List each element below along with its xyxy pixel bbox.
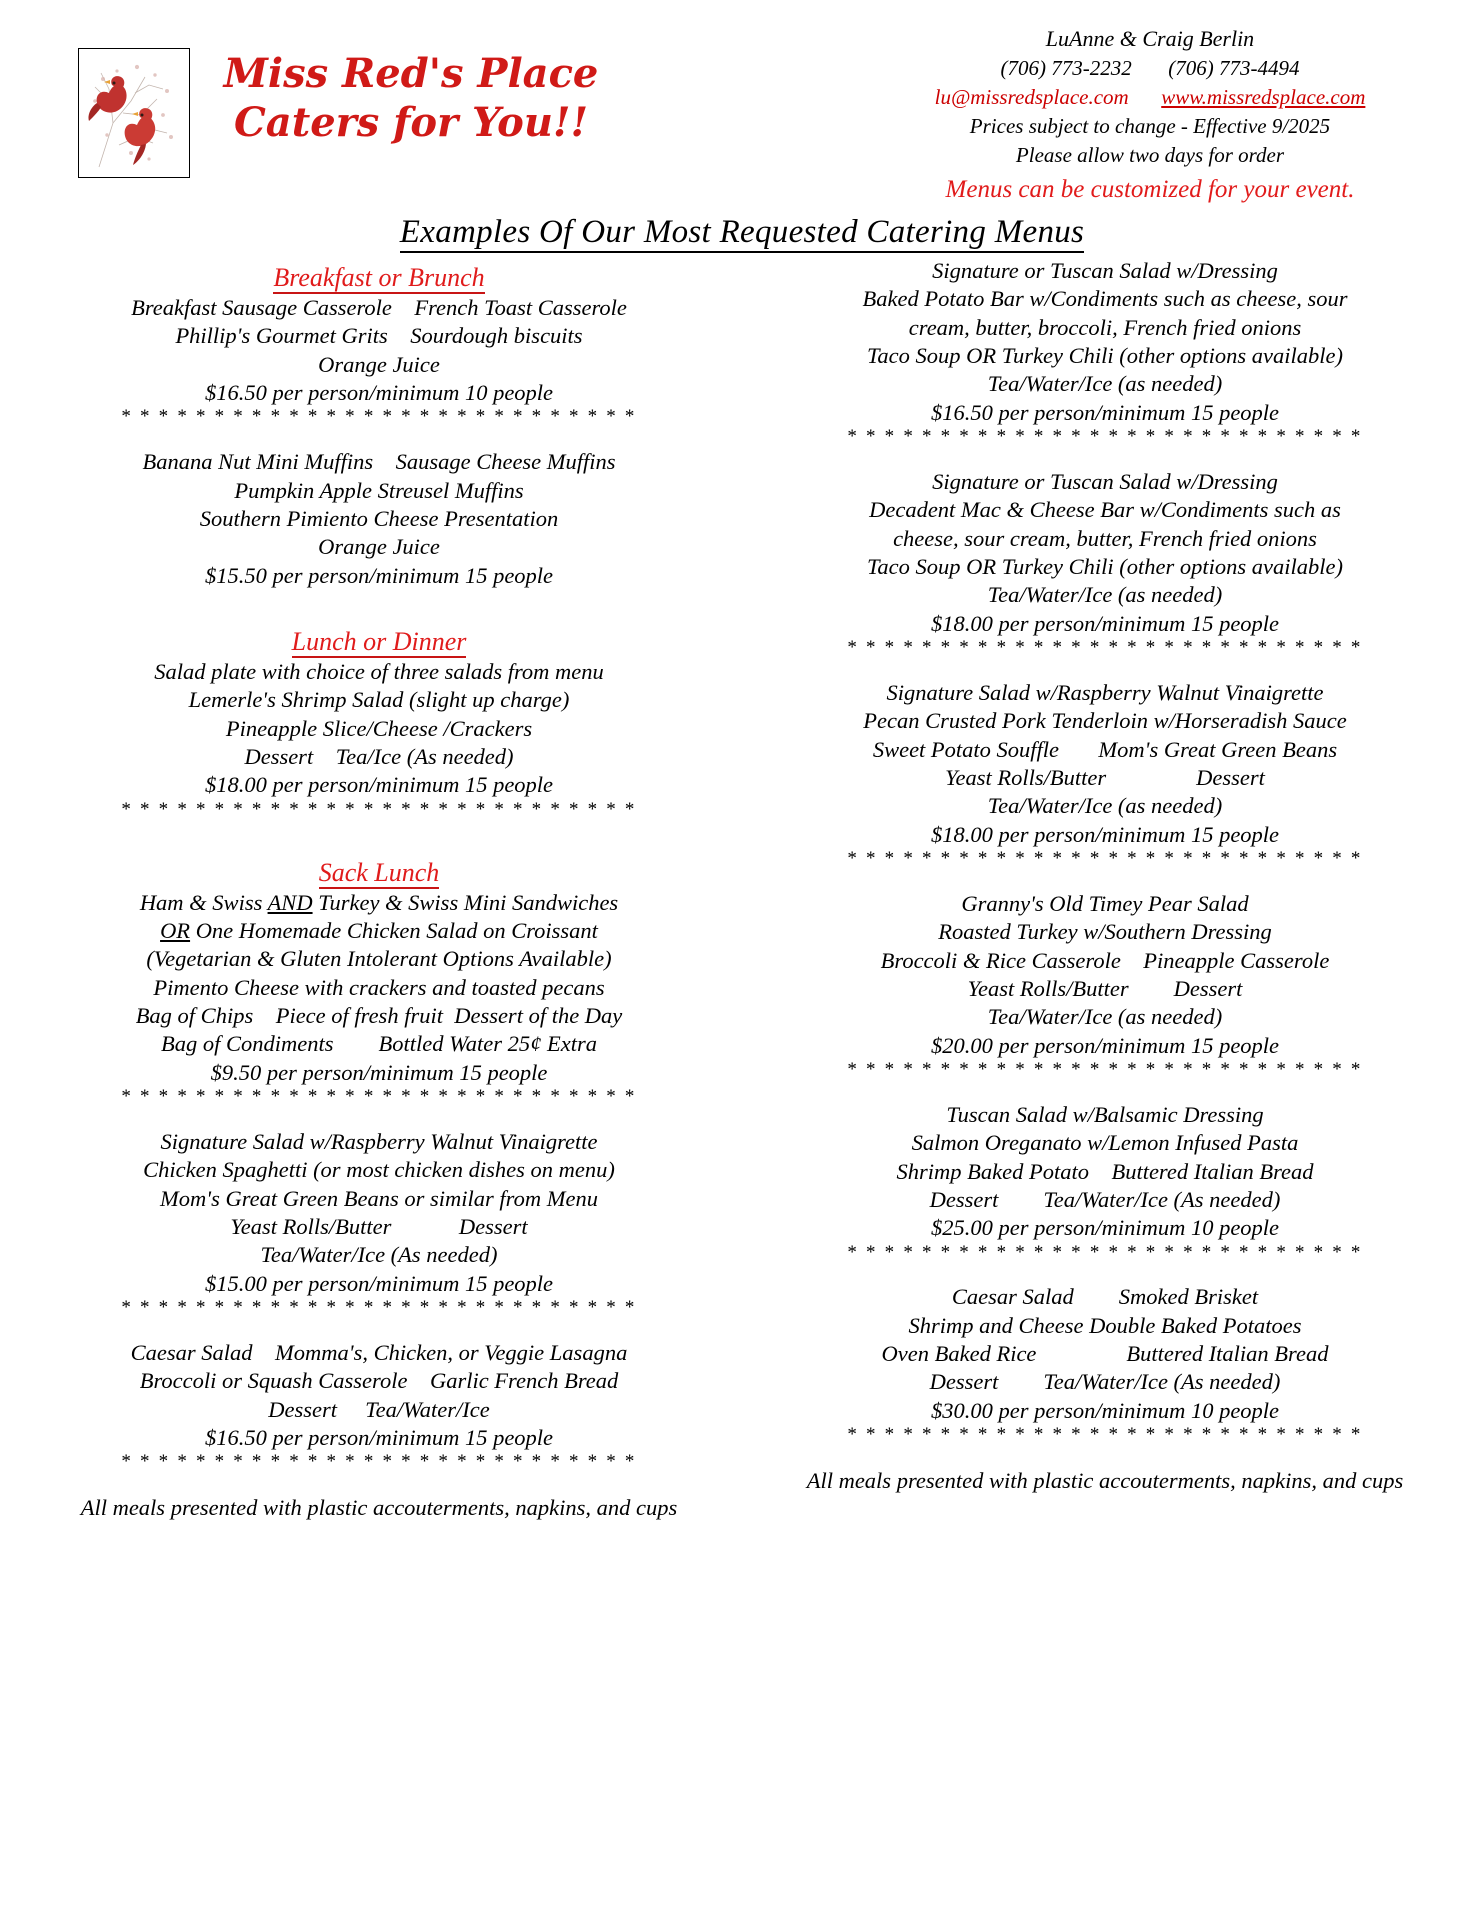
- menu-line: Decadent Mac & Cheese Bar w/Condiments such as: [869, 497, 1341, 523]
- menu-line: Ham & Swiss AND Turkey & Swiss Mini Sandwiches: [139, 889, 619, 915]
- menu-line: $30.00 per person/minimum 10 people: [930, 1397, 1280, 1423]
- section-heading: [34, 263, 724, 293]
- spacer: [34, 428, 724, 448]
- spacer: [760, 1263, 1450, 1283]
- contact-block: [860, 24, 1440, 208]
- menu-line: $18.00 per person/minimum 15 people: [930, 821, 1280, 847]
- menu-line: $16.50 per person/minimum 10 people: [204, 380, 554, 406]
- menu-block: [34, 658, 724, 821]
- email-link[interactable]: lu@missredsplace.com: [934, 85, 1129, 110]
- menu-line: Tea/Water/Ice (As needed): [260, 1242, 498, 1268]
- section-heading: [34, 627, 724, 657]
- menu-line: Yeast Rolls/Butter Dessert: [967, 975, 1243, 1001]
- phone-1[interactable]: (706) 773-2232: [1000, 56, 1132, 81]
- menu-block: [760, 679, 1450, 870]
- menu-line: Shrimp Baked Potato Buttered Italian Bread: [896, 1158, 1314, 1184]
- left-menu-column: [34, 257, 742, 1522]
- menu-block: [760, 890, 1450, 1081]
- menu-line: $15.50 per person/minimum 15 people: [204, 562, 554, 588]
- menu-line: Orange Juice: [318, 534, 440, 560]
- divider-stars: * * * * * * * * * * * * * * * * * * * * * * * * * * * *: [847, 426, 1363, 448]
- column-footer-note: All meals presented with plastic accouterments, napkins, and cups: [806, 1468, 1404, 1494]
- menu-line: Signature or Tuscan Salad w/Dressing: [932, 258, 1278, 283]
- menu-line: Mom's Great Green Beans or similar from Menu: [160, 1185, 598, 1211]
- menu-line: OR One Homemade Chicken Salad on Croissant: [160, 917, 598, 943]
- section-heading-text: Breakfast or Brunch: [273, 263, 485, 292]
- spacer: [34, 590, 724, 610]
- menu-line: cheese, sour cream, butter, French fried onions: [893, 525, 1317, 551]
- menu-line: Signature Salad w/Raspberry Walnut Vinaigrette: [886, 679, 1324, 705]
- menu-block: [760, 1283, 1450, 1446]
- spacer: [760, 870, 1450, 890]
- menu-line: $16.50 per person/minimum 15 people: [930, 399, 1280, 425]
- menu-block: [34, 1339, 724, 1473]
- menu-columns: [0, 257, 1484, 1522]
- divider-stars: * * * * * * * * * * * * * * * * * * * * * * * * * * * *: [847, 1241, 1363, 1263]
- menu-line: Signature Salad w/Raspberry Walnut Vinaigrette: [160, 1128, 598, 1154]
- menu-line: Banana Nut Mini Muffins Sausage Cheese Muffins: [142, 449, 616, 475]
- menu-block: [760, 257, 1450, 448]
- spacer: [760, 1081, 1450, 1101]
- menu-line: Dessert Tea/Water/Ice (As needed): [929, 1186, 1281, 1212]
- section-heading: [34, 858, 724, 888]
- spacer: [34, 841, 724, 852]
- menu-line: Taco Soup OR Turkey Chili (other options available): [866, 343, 1343, 369]
- menu-line: Pecan Crusted Pork Tenderloin w/Horseradish Sauce: [863, 708, 1347, 734]
- divider-stars: * * * * * * * * * * * * * * * * * * * * * * * * * * * *: [121, 406, 637, 428]
- divider-stars: * * * * * * * * * * * * * * * * * * * * * * * * * * * *: [847, 1424, 1363, 1446]
- brand-line-1: Miss Red's Place: [223, 50, 599, 97]
- page-header: [0, 0, 1484, 204]
- menu-line: Yeast Rolls/Butter Dessert: [945, 764, 1265, 790]
- divider-stars: * * * * * * * * * * * * * * * * * * * * * * * * * * * *: [847, 847, 1363, 869]
- menu-line: Salad plate with choice of three salads from menu: [154, 658, 604, 684]
- divider-stars: * * * * * * * * * * * * * * * * * * * * * * * * * * * *: [847, 637, 1363, 659]
- menu-line: Baked Potato Bar w/Condiments such as cheese, sour: [862, 286, 1348, 312]
- menu-line: Broccoli & Rice Casserole Pineapple Casserole: [880, 947, 1330, 973]
- menu-block: [34, 1128, 724, 1319]
- spacer: [34, 1108, 724, 1128]
- divider-stars: * * * * * * * * * * * * * * * * * * * * * * * * * * * *: [121, 798, 637, 820]
- menu-line: Lemerle's Shrimp Salad (slight up charge): [188, 687, 570, 713]
- menu-line: Granny's Old Timey Pear Salad: [961, 890, 1249, 916]
- menu-line: Breakfast Sausage Casserole French Toast Casserole: [131, 295, 627, 320]
- phone-numbers: [860, 54, 1440, 83]
- menu-block: [760, 1101, 1450, 1264]
- menu-line: Taco Soup OR Turkey Chili (other options available): [866, 553, 1343, 579]
- page-title-text: Examples Of Our Most Requested Catering Menus: [400, 214, 1084, 253]
- divider-stars: * * * * * * * * * * * * * * * * * * * * * * * * * * * *: [121, 1086, 637, 1107]
- menu-line: cream, butter, broccoli, French fried onions: [908, 314, 1302, 340]
- owner-names: LuAnne & Craig Berlin: [1045, 26, 1255, 51]
- menu-line: Pimento Cheese with crackers and toasted pecans: [153, 974, 605, 1000]
- logo-frame: [78, 48, 190, 178]
- cardinal-birds-illustration: [79, 49, 187, 175]
- menu-line: $15.00 per person/minimum 15 people: [204, 1270, 554, 1296]
- spacer: [760, 1446, 1450, 1466]
- divider-stars: * * * * * * * * * * * * * * * * * * * * * * * * * * * *: [121, 1296, 637, 1318]
- menu-line: Bag of Chips Piece of fresh fruit Dessert of the Day: [135, 1002, 623, 1028]
- right-menu-column: [742, 257, 1450, 1522]
- menu-line: Sweet Potato Souffle Mom's Great Green Beans: [872, 736, 1338, 762]
- prices-note: Prices subject to change - Effective 9/2025: [969, 114, 1331, 139]
- menu-line: $20.00 per person/minimum 15 people: [930, 1032, 1280, 1058]
- cardinal-bird-upper: [88, 76, 126, 121]
- menu-line: Oven Baked Rice Buttered Italian Bread: [881, 1341, 1329, 1367]
- menu-line: Salmon Oreganato w/Lemon Infused Pasta: [911, 1130, 1299, 1156]
- divider-stars: * * * * * * * * * * * * * * * * * * * * * * * * * * * *: [121, 1451, 637, 1473]
- menu-line: Orange Juice: [318, 351, 440, 377]
- menu-line: Pineapple Slice/Cheese /Crackers: [225, 715, 533, 741]
- menu-line: Dessert Tea/Water/Ice: [268, 1396, 490, 1422]
- menu-line: Yeast Rolls/Butter Dessert: [230, 1213, 528, 1239]
- menu-line: Roasted Turkey w/Southern Dressing: [938, 919, 1272, 945]
- page-title: [0, 214, 1484, 251]
- menu-line: $16.50 per person/minimum 15 people: [204, 1424, 554, 1450]
- menu-line: Broccoli or Squash Casserole Garlic French Bread: [139, 1368, 619, 1394]
- menu-line: Chicken Spaghetti (or most chicken dishes on menu): [143, 1157, 615, 1183]
- divider-stars: * * * * * * * * * * * * * * * * * * * * * * * * * * * *: [847, 1058, 1363, 1080]
- menu-block: [34, 294, 724, 428]
- menu-line: Tea/Water/Ice (as needed): [987, 1004, 1223, 1030]
- menu-line: Caesar Salad Smoked Brisket: [951, 1284, 1259, 1310]
- brand-line-2: Caters for You!!: [233, 98, 589, 146]
- menu-line: Bag of Condiments Bottled Water 25¢ Extra: [160, 1031, 597, 1057]
- contact-links: [860, 83, 1440, 112]
- menu-line: $25.00 per person/minimum 10 people: [930, 1215, 1280, 1241]
- menu-line: Dessert Tea/Ice (As needed): [244, 744, 514, 770]
- spacer: [34, 821, 724, 841]
- menu-line: Dessert Tea/Water/Ice (As needed): [929, 1369, 1281, 1395]
- menu-line: $9.50 per person/minimum 15 people: [210, 1059, 548, 1085]
- spacer: [34, 1473, 724, 1493]
- menu-block: [34, 448, 724, 590]
- menu-line: Phillip's Gourmet Grits Sourdough biscuits: [175, 323, 583, 349]
- spacer: [34, 610, 724, 621]
- menu-line: Tea/Water/Ice (as needed): [987, 793, 1223, 819]
- cardinal-bird-lower: [125, 108, 156, 165]
- section-heading-text: Sack Lunch: [318, 857, 440, 887]
- website-link[interactable]: www.missredsplace.com: [1161, 85, 1366, 110]
- spacer: [760, 659, 1450, 679]
- brand-title: [196, 50, 626, 148]
- menu-block: [760, 468, 1450, 659]
- menu-line: Tuscan Salad w/Balsamic Dressing: [946, 1101, 1264, 1127]
- column-footer-note: All meals presented with plastic accouterments, napkins, and cups: [80, 1495, 678, 1521]
- menu-line: Shrimp and Cheese Double Baked Potatoes: [908, 1312, 1302, 1338]
- menu-line: Pumpkin Apple Streusel Muffins: [234, 477, 524, 503]
- section-heading-text: Lunch or Dinner: [291, 626, 467, 656]
- menu-line: Tea/Water/Ice (as needed): [987, 371, 1223, 397]
- phone-2[interactable]: (706) 773-4494: [1168, 56, 1300, 81]
- spacer: [34, 1319, 724, 1339]
- menu-line: Signature or Tuscan Salad w/Dressing: [932, 468, 1278, 494]
- lead-time-note: Please allow two days for order: [1015, 143, 1285, 168]
- customize-note: Menus can be customized for your event.: [945, 176, 1355, 204]
- spacer: [760, 448, 1450, 468]
- menu-line: $18.00 per person/minimum 15 people: [930, 610, 1280, 636]
- menu-line: (Vegetarian & Gluten Intolerant Options Available): [146, 946, 612, 972]
- menu-line: Caesar Salad Momma's, Chicken, or Veggie Lasagna: [130, 1339, 628, 1365]
- menu-line: Tea/Water/Ice (as needed): [987, 582, 1223, 608]
- menu-line: $18.00 per person/minimum 15 people: [204, 772, 554, 798]
- menu-line: Southern Pimiento Cheese Presentation: [199, 505, 559, 531]
- menu-block: [34, 889, 724, 1108]
